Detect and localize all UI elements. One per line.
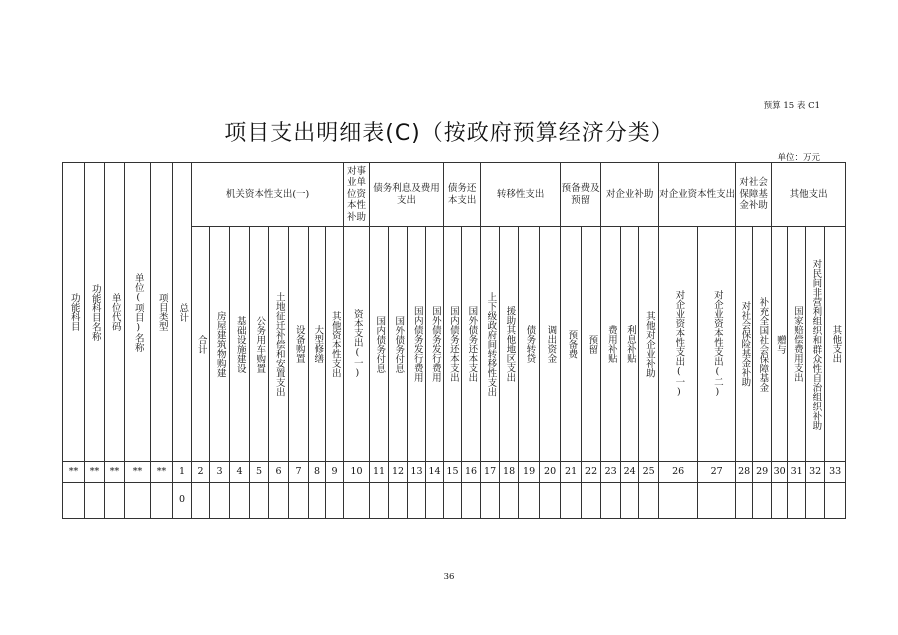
- sub-header-31: 对民间非营利组织和群众性自治组织补助: [806, 227, 825, 462]
- data-cell: [500, 483, 519, 519]
- column-code-cell: 9: [326, 462, 344, 483]
- column-code-cell: 13: [408, 462, 426, 483]
- sub-header-22: 费用补贴: [601, 227, 621, 462]
- column-code-cell: **: [85, 462, 105, 483]
- group-zhaiwu-lixi: 债务利息及费用支出: [370, 163, 444, 227]
- data-cell: [621, 483, 639, 519]
- data-cell: [309, 483, 326, 519]
- sub-header-7: 大型修缮: [309, 227, 326, 462]
- column-code-cell: 11: [370, 462, 389, 483]
- data-cell: [772, 483, 788, 519]
- sub-header-25: 对企业资本性支出(一): [659, 227, 698, 462]
- column-code-cell: 16: [462, 462, 481, 483]
- data-cell: [389, 483, 408, 519]
- header-func-code: 功能科目: [63, 163, 85, 462]
- data-cell: [481, 483, 500, 519]
- data-cell: [753, 483, 772, 519]
- column-code-cell: **: [125, 462, 151, 483]
- data-cell: [269, 483, 289, 519]
- sub-header-28: 补充全国社会保障基金: [753, 227, 772, 462]
- data-cell: [698, 483, 736, 519]
- column-code-cell: 8: [309, 462, 326, 483]
- column-code-cell: 22: [582, 462, 601, 483]
- sub-header-17: 援助其他地区支出: [500, 227, 519, 462]
- column-code-cell: 15: [444, 462, 462, 483]
- sub-header-20: 预备费: [561, 227, 582, 462]
- group-qiye-buzhu: 对企业补助: [601, 163, 659, 227]
- column-code-cell: 3: [210, 462, 230, 483]
- column-code-cell: 31: [788, 462, 806, 483]
- sub-header-18: 债务转贷: [519, 227, 540, 462]
- unit-label: 单位：万元: [777, 153, 820, 163]
- column-code-cell: 10: [344, 462, 370, 483]
- data-cell: [601, 483, 621, 519]
- data-cell: [659, 483, 698, 519]
- header-unit-code: 单位代码: [105, 163, 125, 462]
- sub-header-24: 其他对企业补助: [639, 227, 659, 462]
- data-cell: [444, 483, 462, 519]
- data-cell: [230, 483, 250, 519]
- column-code-cell: 28: [736, 462, 753, 483]
- column-code-cell: **: [151, 462, 173, 483]
- page-number: 36: [443, 572, 455, 582]
- group-zhaiwu-huanben: 债务还本支出: [444, 163, 481, 227]
- column-code-cell: 26: [659, 462, 698, 483]
- header-project-type: 项目类型: [151, 163, 173, 462]
- column-code-cell: **: [105, 462, 125, 483]
- header-unit-name: 单位(项目)名称: [125, 163, 151, 462]
- column-code-cell: 14: [426, 462, 444, 483]
- sub-header-19: 调出资金: [540, 227, 561, 462]
- form-code: 预算 15 表 C1: [763, 101, 820, 111]
- data-cell: [105, 483, 125, 519]
- sub-header-9: 资本支出(一): [344, 227, 370, 462]
- sub-header-12: 国内债务发行费用: [408, 227, 426, 462]
- sub-header-6: 设备购置: [289, 227, 309, 462]
- column-code-cell: 33: [825, 462, 846, 483]
- sub-header-26: 对企业资本性支出(二): [698, 227, 736, 462]
- data-cell: [426, 483, 444, 519]
- page-title: 项目支出明细表(C)（按政府预算经济分类）: [224, 121, 674, 146]
- sub-header-16: 上下级政府间转移性支出: [481, 227, 500, 462]
- column-code-cell: 17: [481, 462, 500, 483]
- column-code-cell: 7: [289, 462, 309, 483]
- sub-header-2: 房屋建筑物购建: [210, 227, 230, 462]
- sub-header-5: 土地征迁补偿和安置支出: [269, 227, 289, 462]
- column-code-cell: 2: [192, 462, 210, 483]
- column-code-cell: 32: [806, 462, 825, 483]
- header-total: 总计: [173, 163, 192, 462]
- budget-table: [62, 162, 846, 519]
- group-jiguan: 机关资本性支出(一): [192, 163, 344, 227]
- sub-header-13: 国外债务发行费用: [426, 227, 444, 462]
- data-cell: [326, 483, 344, 519]
- data-cell: [825, 483, 846, 519]
- data-cell: [582, 483, 601, 519]
- column-code-cell: 4: [230, 462, 250, 483]
- sub-header-10: 国内债务付息: [370, 227, 389, 462]
- column-code-cell: 29: [753, 462, 772, 483]
- data-cell: [63, 483, 85, 519]
- column-code-cell: 23: [601, 462, 621, 483]
- sub-header-23: 利息补贴: [621, 227, 639, 462]
- column-code-cell: 24: [621, 462, 639, 483]
- column-code-cell: 5: [250, 462, 269, 483]
- sub-header-11: 国外债务付息: [389, 227, 408, 462]
- data-cell: [639, 483, 659, 519]
- column-code-cell: 30: [772, 462, 788, 483]
- data-cell: 0: [173, 483, 192, 519]
- sub-header-29: 赠与: [772, 227, 788, 462]
- column-code-cell: 6: [269, 462, 289, 483]
- column-code-cell: **: [63, 462, 85, 483]
- sub-header-21: 预留: [582, 227, 601, 462]
- data-cell: [344, 483, 370, 519]
- data-cell: [736, 483, 753, 519]
- data-cell: [806, 483, 825, 519]
- column-code-cell: 20: [540, 462, 561, 483]
- sub-header-3: 基础设施建设: [230, 227, 250, 462]
- column-code-cell: 1: [173, 462, 192, 483]
- data-cell: [85, 483, 105, 519]
- group-shebao: 对社会保障基金补助: [736, 163, 772, 227]
- group-yubei: 预备费及预留: [561, 163, 601, 227]
- sub-header-15: 国外债务还本支出: [462, 227, 481, 462]
- sub-header-8: 其他资本性支出: [326, 227, 344, 462]
- data-cell: [788, 483, 806, 519]
- column-code-cell: 27: [698, 462, 736, 483]
- group-shiye: 对事业单位资本性补助: [344, 163, 370, 227]
- data-cell: [210, 483, 230, 519]
- data-cell: [561, 483, 582, 519]
- column-code-cell: 18: [500, 462, 519, 483]
- data-cell: [370, 483, 389, 519]
- column-code-cell: 12: [389, 462, 408, 483]
- data-cell: [192, 483, 210, 519]
- group-zhuanyi: 转移性支出: [481, 163, 561, 227]
- column-code-cell: 25: [639, 462, 659, 483]
- group-qiye-ziben: 对企业资本性支出: [659, 163, 736, 227]
- data-cell: [151, 483, 173, 519]
- column-code-cell: 19: [519, 462, 540, 483]
- group-qita: 其他支出: [772, 163, 846, 227]
- data-cell: [289, 483, 309, 519]
- column-code-cell: 21: [561, 462, 582, 483]
- data-cell: [519, 483, 540, 519]
- sub-header-32: 其他支出: [825, 227, 846, 462]
- data-cell: [125, 483, 151, 519]
- sub-header-14: 国内债务还本支出: [444, 227, 462, 462]
- sub-header-1: 合计: [192, 227, 210, 462]
- sub-header-27: 对社会保险基金补助: [736, 227, 753, 462]
- sub-header-30: 国家赔偿费用支出: [788, 227, 806, 462]
- data-cell: [408, 483, 426, 519]
- data-cell: [540, 483, 561, 519]
- sub-header-4: 公务用车购置: [250, 227, 269, 462]
- data-cell: [250, 483, 269, 519]
- data-cell: [462, 483, 481, 519]
- header-func-name: 功能科目名称: [85, 163, 105, 462]
